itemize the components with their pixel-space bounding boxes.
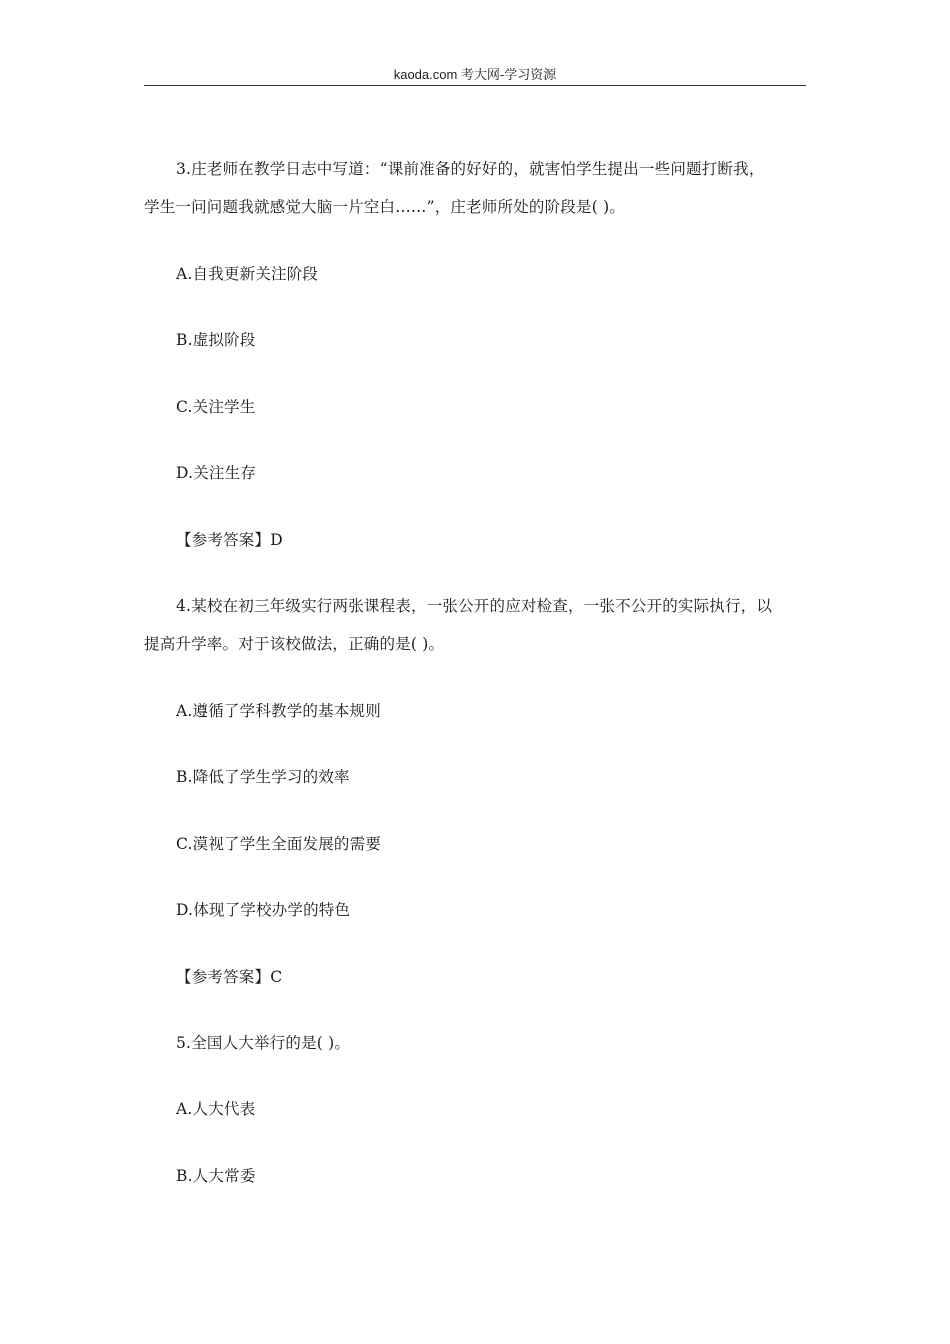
question-5-option-b: B.人大常委 — [176, 1167, 256, 1185]
question-3-option-c: C.关注学生 — [176, 398, 256, 416]
question-4-option-a: A.遵循了学科教学的基本规则 — [176, 702, 381, 720]
question-3-answer: 【参考答案】D — [176, 531, 283, 549]
question-3-stem-line-1: 3.庄老师在教学日志中写道：“课前准备的好好的，就害怕学生提出一些问题打断我， — [176, 160, 765, 178]
question-5-option-a: A.人大代表 — [176, 1100, 256, 1118]
question-3-option-b: B.虚拟阶段 — [176, 331, 256, 349]
question-3-option-a: A.自我更新关注阶段 — [176, 265, 319, 283]
question-5-stem-line-1: 5.全国人大举行的是( )。 — [176, 1034, 351, 1052]
header-divider — [144, 85, 806, 86]
question-4-stem-line-2: 提高升学率。对于该校做法，正确的是( )。 — [144, 635, 445, 653]
question-4-option-b: B.降低了学生学习的效率 — [176, 768, 350, 786]
question-4-option-d: D.体现了学校办学的特色 — [176, 901, 351, 919]
question-3-stem-line-2: 学生一问问题我就感觉大脑一片空白……”，庄老师所处的阶段是( )。 — [144, 198, 626, 216]
question-3-option-d: D.关注生存 — [176, 464, 257, 482]
question-4-answer: 【参考答案】C — [176, 968, 283, 986]
page-header: kaoda.com 考大网-学习资源 — [393, 67, 557, 82]
question-4-stem-line-1: 4.某校在初三年级实行两张课程表，一张公开的应对检查，一张不公开的实际执行，以 — [176, 597, 773, 615]
question-4-option-c: C.漠视了学生全面发展的需要 — [176, 835, 382, 853]
